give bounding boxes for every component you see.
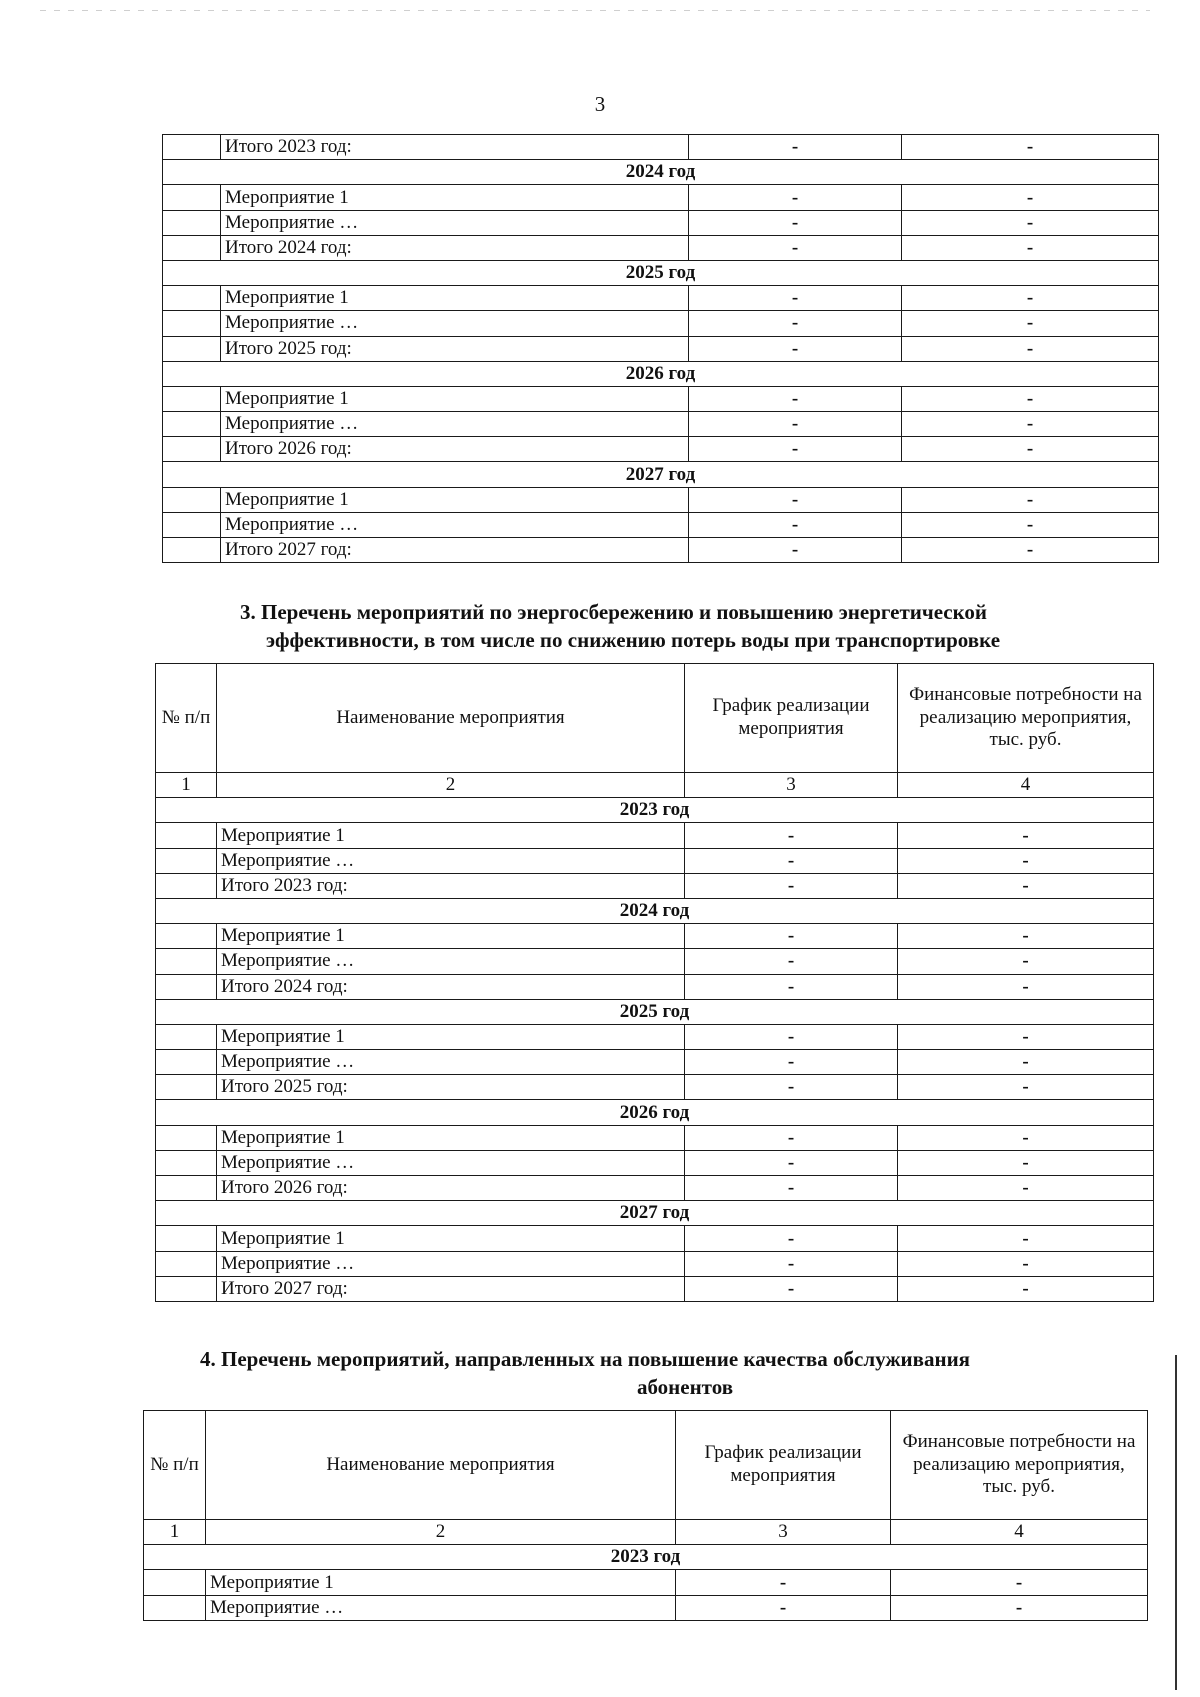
service-quality-events-table (143, 1410, 1148, 1621)
event-row (156, 1150, 1154, 1175)
year-row (163, 462, 1159, 487)
section-4-title (200, 1345, 1140, 1401)
event-name: Мероприятие … (221, 412, 689, 437)
financing-cell: - (902, 311, 1159, 336)
column-number-4: 4 (898, 773, 1154, 798)
schedule-cell: - (689, 386, 902, 411)
row-number-cell (163, 412, 221, 437)
total-row (156, 1276, 1154, 1301)
event-row (156, 1050, 1154, 1075)
financing-cell: - (902, 235, 1159, 260)
total-row (163, 538, 1159, 563)
header-schedule: График реализации мероприятия (685, 664, 898, 773)
financing-cell: - (902, 210, 1159, 235)
financing-cell: - (902, 135, 1159, 160)
row-number-cell (156, 1150, 217, 1175)
row-number-cell (156, 949, 217, 974)
row-number-cell (156, 1075, 217, 1100)
total-label: Итого 2025 год: (221, 336, 689, 361)
year-row (156, 898, 1154, 923)
financing-cell: - (898, 1125, 1154, 1150)
scan-artifact-line (40, 10, 1150, 11)
column-number-4: 4 (891, 1520, 1148, 1545)
year-row (163, 260, 1159, 285)
total-label: Итого 2023 год: (221, 135, 689, 160)
event-name: Мероприятие … (217, 949, 685, 974)
header-schedule: График реализации мероприятия (676, 1411, 891, 1520)
schedule-cell: - (685, 1024, 898, 1049)
header-financing: Финансовые потребности на реализацию мероприятия, тыс. руб. (898, 664, 1154, 773)
row-number-cell (156, 1176, 217, 1201)
total-row (163, 135, 1159, 160)
section-3-title-line-1: Перечень мероприятий по энергосбережению и повышению энергетической (261, 600, 988, 624)
total-label: Итого 2026 год: (217, 1176, 685, 1201)
schedule-cell: - (685, 1050, 898, 1075)
year-heading: 2026 год (163, 361, 1159, 386)
row-number-cell (163, 437, 221, 462)
financing-cell: - (902, 185, 1159, 210)
column-number-2: 2 (217, 773, 685, 798)
column-number-2: 2 (206, 1520, 676, 1545)
column-numbers-row (144, 1520, 1148, 1545)
row-number-cell (156, 1251, 217, 1276)
header-event-name: Наименование мероприятия (217, 664, 685, 773)
header-number: № п/п (156, 664, 217, 773)
event-row (163, 185, 1159, 210)
row-number-cell (163, 538, 221, 563)
section-3-title (240, 598, 1140, 654)
year-heading: 2026 год (156, 1100, 1154, 1125)
page-number: 3 (594, 92, 606, 116)
financing-cell: - (898, 949, 1154, 974)
event-name: Мероприятие … (217, 1050, 685, 1075)
row-number-cell (163, 487, 221, 512)
financing-cell: - (898, 1024, 1154, 1049)
schedule-cell: - (685, 974, 898, 999)
total-label: Итого 2023 год: (217, 873, 685, 898)
row-number-cell (163, 311, 221, 336)
total-label: Итого 2027 год: (221, 538, 689, 563)
header-number: № п/п (144, 1411, 206, 1520)
financing-cell: - (898, 1276, 1154, 1301)
year-row (156, 1201, 1154, 1226)
event-row (163, 210, 1159, 235)
schedule-cell: - (685, 823, 898, 848)
row-number-cell (144, 1570, 206, 1595)
row-number-cell (156, 1125, 217, 1150)
schedule-cell: - (689, 487, 902, 512)
total-label: Итого 2024 год: (221, 235, 689, 260)
schedule-cell: - (685, 1276, 898, 1301)
event-name: Мероприятие 1 (217, 924, 685, 949)
schedule-cell: - (689, 286, 902, 311)
year-row (156, 798, 1154, 823)
schedule-cell: - (685, 924, 898, 949)
event-row (156, 949, 1154, 974)
event-row (156, 823, 1154, 848)
financing-cell: - (898, 873, 1154, 898)
year-heading: 2023 год (144, 1545, 1148, 1570)
event-name: Мероприятие 1 (221, 386, 689, 411)
schedule-cell: - (685, 1125, 898, 1150)
event-row (163, 386, 1159, 411)
row-number-cell (156, 1024, 217, 1049)
year-row (156, 1100, 1154, 1125)
year-row (163, 361, 1159, 386)
event-name: Мероприятие … (217, 848, 685, 873)
row-number-cell (156, 924, 217, 949)
row-number-cell (156, 848, 217, 873)
financing-cell: - (898, 1176, 1154, 1201)
schedule-cell: - (685, 1150, 898, 1175)
event-row (163, 512, 1159, 537)
event-name: Мероприятие 1 (221, 185, 689, 210)
header-financing: Финансовые потребности на реализацию мероприятия, тыс. руб. (891, 1411, 1148, 1520)
year-row (144, 1545, 1148, 1570)
year-heading: 2024 год (156, 898, 1154, 923)
financing-cell: - (898, 1050, 1154, 1075)
column-number-3: 3 (685, 773, 898, 798)
schedule-cell: - (685, 873, 898, 898)
schedule-cell: - (689, 311, 902, 336)
energy-saving-events-table (155, 663, 1154, 1302)
year-heading: 2027 год (163, 462, 1159, 487)
row-number-cell (156, 1050, 217, 1075)
schedule-cell: - (689, 538, 902, 563)
financing-cell: - (898, 1226, 1154, 1251)
financing-cell: - (891, 1595, 1148, 1620)
schedule-cell: - (689, 336, 902, 361)
financing-cell: - (898, 848, 1154, 873)
financing-cell: - (902, 336, 1159, 361)
event-name: Мероприятие 1 (217, 823, 685, 848)
total-row (156, 873, 1154, 898)
row-number-cell (163, 210, 221, 235)
schedule-cell: - (685, 1075, 898, 1100)
schedule-cell: - (685, 848, 898, 873)
schedule-cell: - (689, 135, 902, 160)
financing-cell: - (898, 1251, 1154, 1276)
year-row (156, 999, 1154, 1024)
section-4-title-line-2: абонентов (636, 1375, 734, 1399)
schedule-cell: - (689, 235, 902, 260)
financing-cell: - (902, 512, 1159, 537)
financing-cell: - (902, 487, 1159, 512)
event-name: Мероприятие … (217, 1251, 685, 1276)
year-heading: 2027 год (156, 1201, 1154, 1226)
event-name: Мероприятие 1 (217, 1024, 685, 1049)
table-header-row (156, 664, 1154, 773)
scan-margin-line (1175, 1355, 1177, 1690)
row-number-cell (163, 386, 221, 411)
event-name: Мероприятие 1 (206, 1570, 676, 1595)
event-name: Мероприятие … (217, 1150, 685, 1175)
financing-cell: - (902, 386, 1159, 411)
schedule-cell: - (689, 210, 902, 235)
event-row (163, 286, 1159, 311)
financing-cell: - (902, 412, 1159, 437)
row-number-cell (144, 1595, 206, 1620)
total-label: Итого 2025 год: (217, 1075, 685, 1100)
column-number-3: 3 (676, 1520, 891, 1545)
event-row (163, 487, 1159, 512)
year-row (163, 160, 1159, 185)
financing-cell: - (898, 1075, 1154, 1100)
financing-cell: - (898, 823, 1154, 848)
row-number-cell (156, 1226, 217, 1251)
event-name: Мероприятие … (206, 1595, 676, 1620)
year-heading: 2025 год (156, 999, 1154, 1024)
event-name: Мероприятие … (221, 512, 689, 537)
events-table-continued (162, 134, 1159, 563)
total-row (156, 1176, 1154, 1201)
total-label: Итого 2024 год: (217, 974, 685, 999)
financing-cell: - (898, 1150, 1154, 1175)
event-name: Мероприятие 1 (221, 286, 689, 311)
schedule-cell: - (689, 437, 902, 462)
row-number-cell (163, 135, 221, 160)
schedule-cell: - (689, 512, 902, 537)
event-name: Мероприятие 1 (221, 487, 689, 512)
financing-cell: - (898, 924, 1154, 949)
total-row (156, 974, 1154, 999)
event-name: Мероприятие 1 (217, 1125, 685, 1150)
section-3-title-line-2: эффективности, в том числе по снижению потерь воды при транспортировке (266, 628, 1001, 652)
financing-cell: - (902, 437, 1159, 462)
row-number-cell (156, 1276, 217, 1301)
financing-cell: - (902, 286, 1159, 311)
event-row (144, 1595, 1148, 1620)
table-header-row (144, 1411, 1148, 1520)
total-label: Итого 2027 год: (217, 1276, 685, 1301)
row-number-cell (163, 185, 221, 210)
total-row (163, 336, 1159, 361)
schedule-cell: - (685, 1251, 898, 1276)
event-row (163, 412, 1159, 437)
row-number-cell (163, 286, 221, 311)
event-row (156, 1125, 1154, 1150)
financing-cell: - (902, 538, 1159, 563)
header-event-name: Наименование мероприятия (206, 1411, 676, 1520)
event-name: Мероприятие 1 (217, 1226, 685, 1251)
financing-cell: - (891, 1570, 1148, 1595)
year-heading: 2024 год (163, 160, 1159, 185)
column-number-1: 1 (144, 1520, 206, 1545)
financing-cell: - (898, 974, 1154, 999)
year-heading: 2025 год (163, 260, 1159, 285)
schedule-cell: - (689, 412, 902, 437)
event-row (156, 1251, 1154, 1276)
section-4-title-line-1: Перечень мероприятий, направленных на повышение качества обслуживания (221, 1347, 971, 1371)
schedule-cell: - (689, 185, 902, 210)
row-number-cell (163, 235, 221, 260)
schedule-cell: - (676, 1570, 891, 1595)
event-row (156, 924, 1154, 949)
total-row (163, 235, 1159, 260)
schedule-cell: - (685, 1176, 898, 1201)
column-number-1: 1 (156, 773, 217, 798)
column-numbers-row (156, 773, 1154, 798)
schedule-cell: - (676, 1595, 891, 1620)
schedule-cell: - (685, 1226, 898, 1251)
row-number-cell (156, 873, 217, 898)
schedule-cell: - (685, 949, 898, 974)
event-name: Мероприятие … (221, 311, 689, 336)
section-4-number: 4. (200, 1347, 216, 1371)
event-name: Мероприятие … (221, 210, 689, 235)
row-number-cell (156, 823, 217, 848)
event-row (156, 1226, 1154, 1251)
year-heading: 2023 год (156, 798, 1154, 823)
event-row (144, 1570, 1148, 1595)
row-number-cell (163, 336, 221, 361)
row-number-cell (156, 974, 217, 999)
total-label: Итого 2026 год: (221, 437, 689, 462)
total-row (156, 1075, 1154, 1100)
event-row (163, 311, 1159, 336)
event-row (156, 1024, 1154, 1049)
row-number-cell (163, 512, 221, 537)
section-3-number: 3. (240, 600, 256, 624)
total-row (163, 437, 1159, 462)
event-row (156, 848, 1154, 873)
